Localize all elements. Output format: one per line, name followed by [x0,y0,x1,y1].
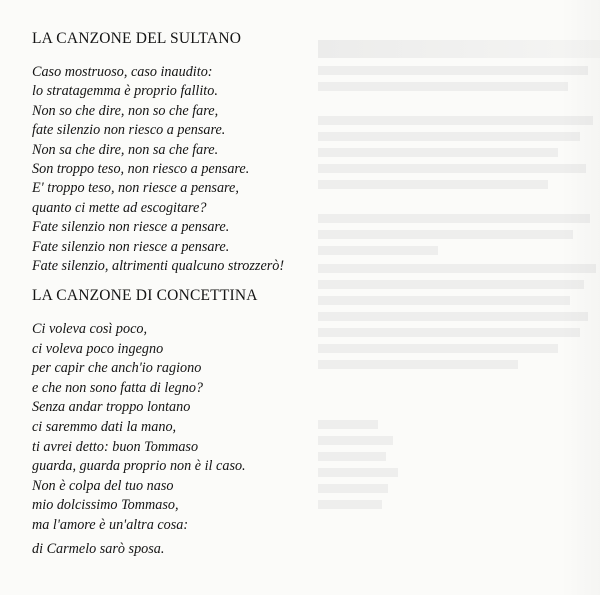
verse-line: Caso mostruoso, caso inaudito: [32,64,213,80]
verse-line: Fate silenzio, altrimenti qualcuno strozzerò! [32,258,285,275]
verse-line: Senza andar troppo lontano [32,399,191,416]
verse-line: Ci voleva così poco, [32,321,148,337]
verse-line: per capir che anch'io ragiono [32,360,202,377]
verse-line: Fate silenzio non riesce a pensare. [32,238,230,255]
verse-line: lo stratagemma è proprio fallito. [32,83,218,100]
verse-line: Non è colpa del tuo naso [32,477,174,494]
song-sultano [32,30,284,276]
verse-line: ma l'amore è un'altra cosa: [32,516,189,533]
verse-list [32,320,258,559]
show-through-background [318,40,600,595]
song-title: LA CANZONE DEL SULTANO [32,30,242,47]
verse-line: Non so che dire, non so che fare, [32,102,219,119]
song-title: LA CANZONE DI CONCETTINA [32,287,258,304]
verse-line: ti avrei detto: buon Tommaso [32,438,199,455]
verse-line: mio dolcissimo Tommaso, [32,497,179,514]
song-concettina [32,287,258,559]
verse-line: ci voleva poco ingegno [32,340,164,357]
verse-line: E' troppo teso, non riesce a pensare, [32,180,239,197]
verse-line: fate silenzio non riesco a pensare. [32,122,226,139]
verse-line: di Carmelo sarò sposa. [32,540,165,557]
verse-line: quanto ci mette ad escogitare? [32,199,207,216]
verse-line: e che non sono fatta di legno? [32,379,204,396]
verse-line: Non sa che dire, non sa che fare. [32,141,219,158]
verse-line: Son troppo teso, non riesco a pensare. [32,161,250,178]
verse-line: Fate silenzio non riesce a pensare. [32,219,230,236]
verse-line: ci saremmo dati la mano, [32,418,177,435]
verse-line: guarda, guarda proprio non è il caso. [32,458,246,475]
verse-list [32,63,284,276]
